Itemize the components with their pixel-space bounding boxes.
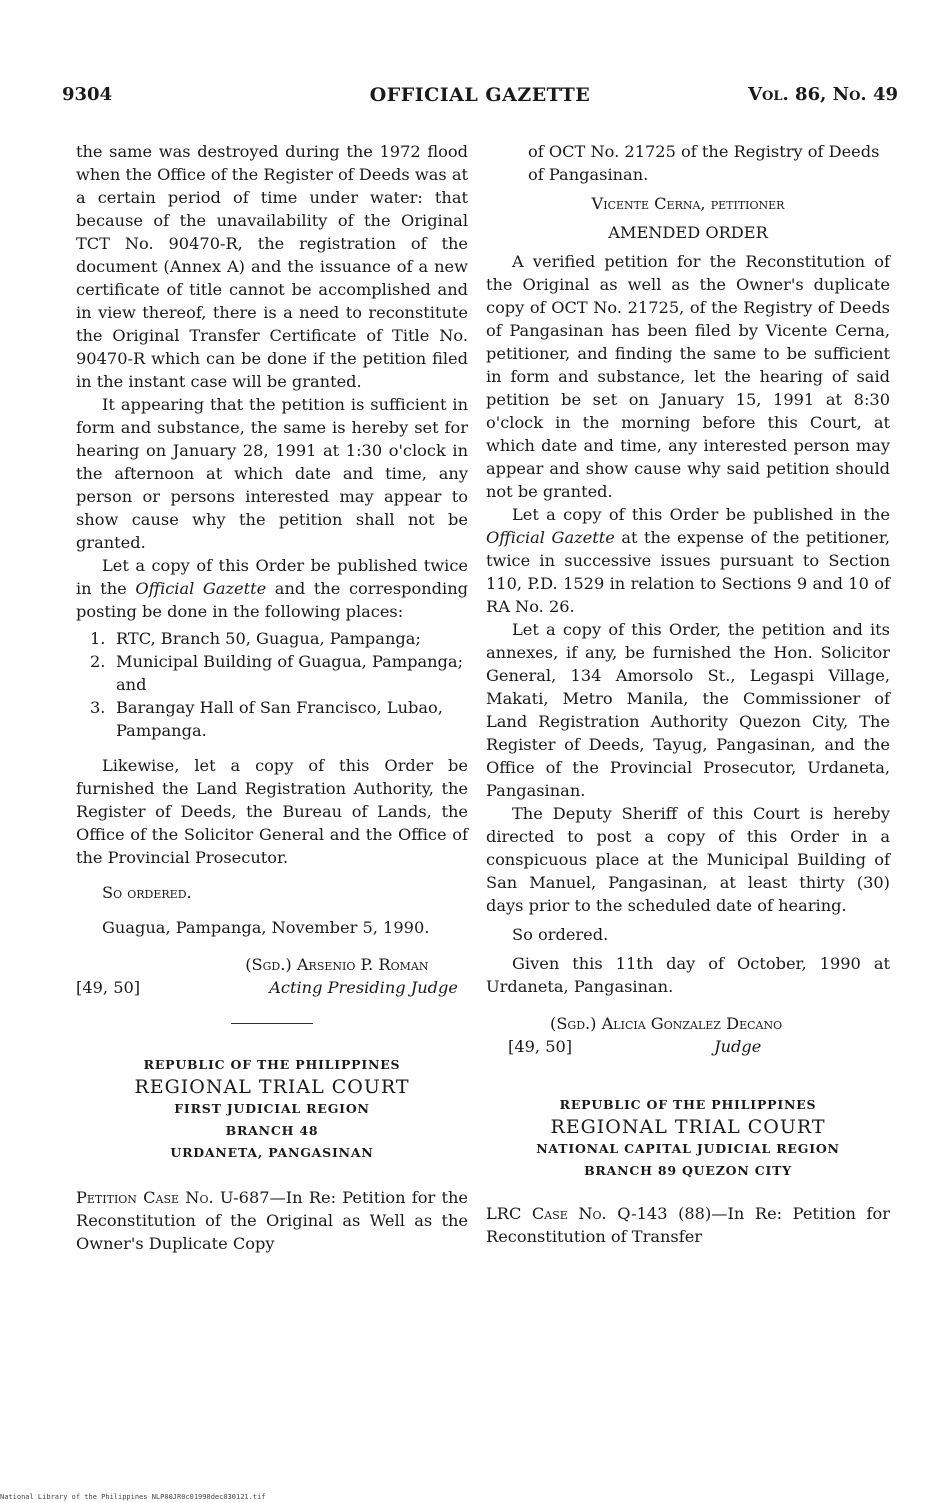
left-paragraph-3: Let a copy of this Order be published twice in the Official Gazette and the corresponding posting be done in the following places: [76, 556, 468, 621]
left-paragraph-4: Likewise, let a copy of this Order be furnished the Land Registration Authority, the Register of Deeds, the Bureau of Lands, the Office of the Solicitor General and the Office of the Provincial Prosecutor. [76, 756, 468, 867]
left-paragraph-2: It appearing that the petition is sufficient in form and substance, the same is hereby set for hearing on January 28, 1991 at 1:30 o'clock in the afternoon at which date and time, any person or persons interested may appear to show cause why the petition shall not be granted. [76, 395, 468, 552]
right-paragraph-4: The Deputy Sheriff of this Court is hereby directed to post a copy of this Order in a conspicuous place at the Municipal Building of San Manuel, Pangasinan, at least thirty (30) days prior to the scheduled date of hearing. [486, 804, 890, 915]
page-number: 9304 [62, 84, 113, 105]
left-paragraph-1: the same was destroyed during the 1972 flood when the Office of the Register of Deeds was at a certain period of time under water: that because of the unavailability of the Original TCT No. 90470-R, the registration of the document (Annex A) and the issuance of a new certificate of title cannot be accomplished and in view thereof, there is a need to reconstitute the Original Transfer Certificate of Title No. 90470-R which can be done if the petition filed in the instant case will be granted. [76, 142, 468, 391]
page-header [62, 84, 898, 114]
signature-right [486, 1035, 890, 1058]
list-item: 2. Municipal Building of Guagua, Pampanga; and [90, 652, 464, 694]
signatory-name-right: (Sgd.) Alicia Gonzalez Decano [550, 1014, 783, 1033]
date-line-left: Guagua, Pampanga, November 5, 1990. [102, 918, 430, 937]
signatory-title-right: Judge [714, 1037, 762, 1056]
right-column [486, 140, 890, 1248]
case-title-continued: of OCT No. 21725 of the Registry of Deeds of Pangasinan. [528, 142, 880, 184]
court-heading-left: REPUBLIC OF THE PHILIPPINES REGIONAL TRIAL COURT FIRST JUDICIAL REGION BRANCH 48 URDANETA, PANGASINAN [134, 1057, 410, 1160]
order-title: AMENDED ORDER [608, 223, 768, 242]
signature-left [76, 953, 468, 999]
list-item: 3. Barangay Hall of San Francisco, Lubao, Pampanga. [90, 698, 443, 740]
section-divider [231, 1023, 313, 1024]
case-title-right: LRC Case No. Q-143 (88)—In Re: Petition for Reconstitution of Transfer [486, 1204, 890, 1246]
case-title-left: Petition Case No. U-687—In Re: Petition for the Reconstitution of the Original as Well as the Owner's Duplicate Copy [76, 1188, 469, 1253]
right-paragraph-3: Let a copy of this Order, the petition and its annexes, if any, be furnished the Hon. Solicitor General, 134 Amorsolo St., Legaspi Village, Makati, Metro Manila, the Commissioner of Land Registration Authority Quezon City, The Register of Deeds, Tayug, Pangasinan, and the Office of the Provincial Prosecutor, Urdaneta, Pangasinan. [486, 620, 890, 800]
issue-ref-right: [49, 50] [508, 1037, 573, 1056]
signatory-name-left: (Sgd.) Arsenio P. Roman [245, 955, 429, 974]
so-ordered-right: So ordered. [512, 925, 609, 944]
scan-footer: National Library of the Philippines NLP00JR0c01990dec030121.tif [0, 1493, 266, 1501]
so-ordered-left: So ordered. [102, 883, 192, 902]
right-paragraph-2: Let a copy of this Order be published in the Official Gazette at the expense of the petitioner, twice in successive issues pursuant to Section 110, P.D. 1529 in relation to Sections 9 and 10 of RA No. 26. [486, 505, 890, 616]
posting-places-list [76, 627, 468, 742]
issue-ref-left: [49, 50] [76, 978, 141, 997]
volume-number: Vol. 86, No. 49 [748, 84, 898, 105]
list-item: 1. RTC, Branch 50, Guagua, Pampanga; [90, 629, 421, 648]
right-paragraph-1: A verified petition for the Reconstitution of the Original as well as the Owner's duplicate copy of OCT No. 21725, of the Registry of Deeds of Pangasinan has been filed by Vicente Cerna, petitioner, and finding the same to be sufficient in form and substance, let the hearing of said petition be set on January 15, 1991 at 8:30 o'clock in the morning before this Court, at which date and time, any interested person may appear and show cause why said petition should not be granted. [486, 252, 890, 501]
left-column [76, 140, 468, 1255]
court-heading-right: REPUBLIC OF THE PHILIPPINES REGIONAL TRIAL COURT NATIONAL CAPITAL JUDICIAL REGION BRANCH 89 QUEZON CITY [536, 1097, 840, 1178]
petitioner-line: Vicente Cerna, petitioner [591, 194, 785, 213]
signatory-title-left: Acting Presiding Judge [269, 978, 458, 997]
given-line: Given this 11th day of October, 1990 at Urdaneta, Pangasinan. [486, 954, 890, 996]
publication-title: OFFICIAL GAZETTE [369, 84, 591, 106]
